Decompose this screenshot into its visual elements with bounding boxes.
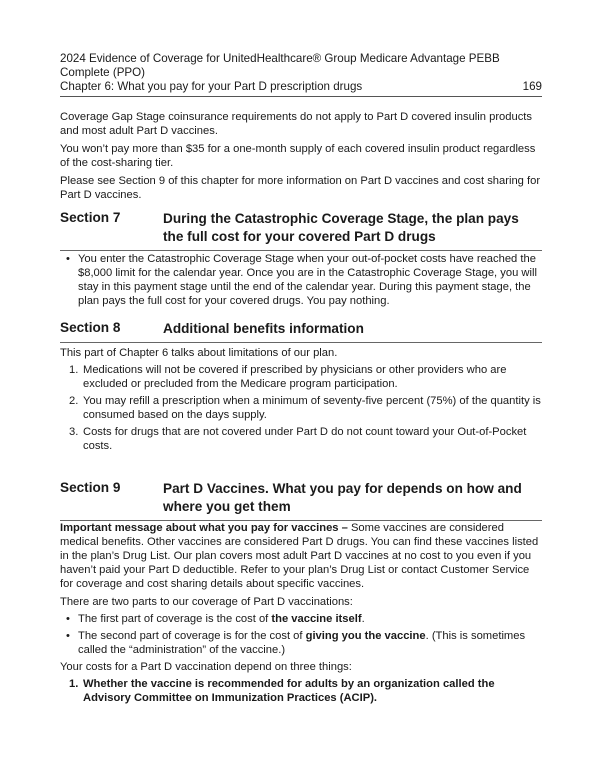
section-8-heading <box>60 320 542 343</box>
numbered-item: 2. You may refill a prescription when a minimum of seventy-five percent (75%) of the quantity is consumed based on the days supply. <box>69 395 541 421</box>
numbered-item: 1. Medications will not be covered if prescribed by physicians or other providers who are excluded or precluded from the Medicare program participation. <box>69 364 507 390</box>
important-message: Important message about what you pay for vaccines – Some vaccines are considered medical benefits. Other vaccines are considered Part D drugs. You can find these vaccines listed in the plan’s Drug List. Our plan covers most adult Part D vaccines at no cost to you even if you haven’t paid your Part D deductible. Refer to your plan’s Drug List or contact Customer Service for coverage and cost sharing details about specific vaccines. <box>60 522 539 590</box>
section-8-intro: This part of Chapter 6 talks about limitations of our plan. <box>60 347 338 359</box>
section-9-heading <box>60 480 542 521</box>
intro-paragraph-1: Coverage Gap Stage coinsurance requirements do not apply to Part D covered insulin products and most adult Part D vaccines. <box>60 111 533 137</box>
section-title: During the Catastrophic Coverage Stage, the plan pays the full cost for your covered Part D drugs <box>163 211 519 244</box>
numbered-item: 1. Whether the vaccine is recommended for adults by an organization called the Advisory Committee on Immunization Practices (ACIP). <box>69 678 495 704</box>
section-9-body <box>60 521 542 705</box>
chapter-title: Chapter 6: What you pay for your Part D prescription drugs <box>60 80 363 93</box>
section-number: Section 7 <box>60 210 121 225</box>
costs-intro: Your costs for a Part D vaccination depend on three things: <box>60 661 352 673</box>
intro-paragraph-2: You won’t pay more than $35 for a one-month supply of each covered insulin product regardless of the cost-sharing tier. <box>60 143 536 169</box>
document-title: 2024 Evidence of Coverage for UnitedHealthcare® Group Medicare Advantage PEBB Complete (PPO) <box>60 52 500 79</box>
bullet-item: • The second part of coverage is for the cost of giving you the vaccine. (This is sometimes called the “administration” of the vaccine.) <box>66 629 542 657</box>
section-title: Part D Vaccines. What you pay for depends on how and where you get them <box>163 481 522 514</box>
header-divider <box>60 96 542 97</box>
intro-block <box>60 110 542 202</box>
bullet-item: • You enter the Catastrophic Coverage Stage when your out-of-pocket costs have reached the $8,000 limit for the calendar year. Once you are in the Catastrophic Coverage Stage, you will stay in this payment stage until the end of the calendar year. During this payment stage, the plan pays the full cost for your covered drugs. You pay nothing. <box>66 252 542 308</box>
bullet-item: • The first part of coverage is the cost of the vaccine itself. <box>66 612 542 626</box>
section-number: Section 8 <box>60 320 121 335</box>
running-header <box>60 52 542 94</box>
numbered-item: 3. Costs for drugs that are not covered under Part D do not count toward your Out-of-Pocket costs. <box>69 426 527 452</box>
section-8-body <box>60 346 542 453</box>
intro-paragraph-3: Please see Section 9 of this chapter for more information on Part D vaccines and cost sharing for Part D vaccines. <box>60 175 541 201</box>
section-number: Section 9 <box>60 480 121 495</box>
section-7-heading <box>60 210 542 251</box>
section-7-body <box>60 252 542 308</box>
two-parts-intro: There are two parts to our coverage of Part D vaccinations: <box>60 596 353 608</box>
page-number: 169 <box>522 80 542 93</box>
section-title: Additional benefits information <box>163 321 364 336</box>
